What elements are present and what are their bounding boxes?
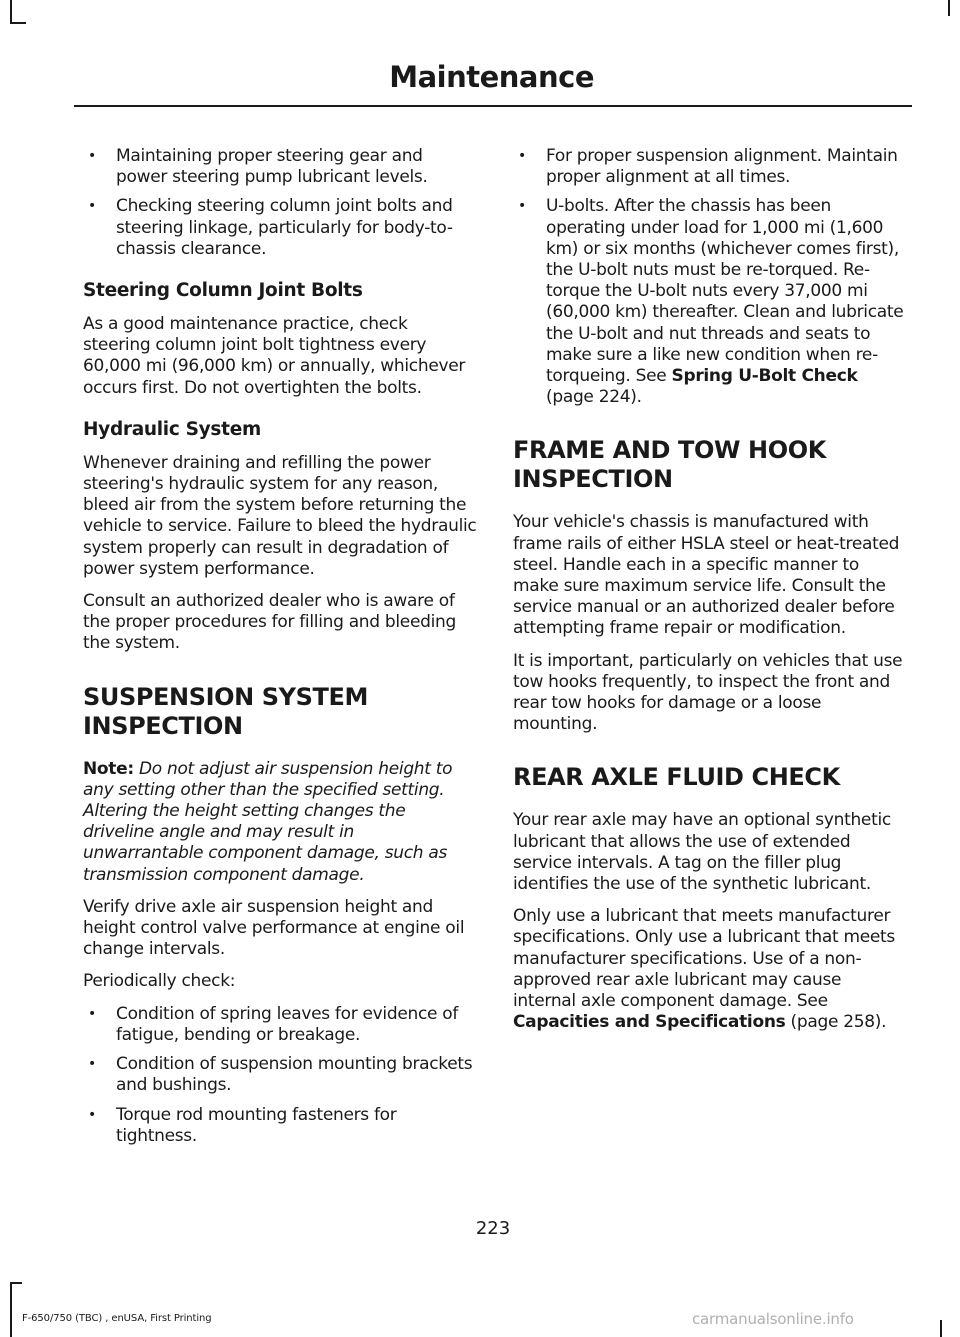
note-text: Do not adjust air suspension height to any setting other than the specified setting. Altering the height setting changes the driveline angle and may result in unwarrantable component damage, such as transmission component damage. [83,758,453,885]
section-title: Maintenance [389,60,594,94]
check-bullet-list [83,1004,478,1147]
frame-heading-line-2: INSPECTION [513,465,673,494]
header-rule [74,105,912,107]
list-item: • Maintaining proper steering gear and power steering pump lubricant levels. [83,146,478,188]
suspension-heading-line-1: SUSPENSION SYSTEM [83,682,368,711]
suspension-body: Verify drive axle air suspension height and height control valve performance at engine oil change intervals. [83,896,465,960]
axle-body-2 [513,906,908,1033]
frame-heading-line-1: FRAME AND TOW HOOK [513,436,826,465]
suspension-note [83,759,478,886]
axle-body-2-text: Only use a lubricant that meets manufacturer specifications. Only use a lubricant that meets manufacturer specifications. Use of a non-approved rear axle lubricant may cause internal axle component damage. See [513,906,895,1012]
steering-column-body: As a good maintenance practice, check steering column joint bolt tightness every 60,000 mi (96,000 km) or annually, whichever occurs first. Do not overtighten the bolts. [83,314,466,398]
periodically-check-intro: Periodically check: [83,971,236,992]
list-item [513,196,908,408]
right-column [513,146,908,1045]
axle-page-ref: (page 258). [785,1012,887,1033]
ubolt-page-ref: (page 224). [546,387,642,408]
note-label: Note: [83,758,134,779]
edition-footer: F-650/750 (TBC) , enUSA, First Printing [22,1313,212,1324]
hydraulic-heading: Hydraulic System [83,418,261,440]
axle-body-1: Your rear axle may have an optional synthetic lubricant that allows the use of extended service intervals. A tag on the filler plug identifies the use of the synthetic lubricant. [513,810,891,895]
left-column [83,146,478,1158]
crop-mark-bottom-left-h [10,1282,22,1284]
hydraulic-body-1: Whenever draining and refilling the power steering's hydraulic system for any reason, bleed air from the system before returning the vehicle to service. Failure to bleed the hydraulic system properly can result in degradation of power system performance. [83,452,477,579]
list-item: • Checking steering column joint bolts and steering linkage, particularly for body-to-chassis clearance. [83,196,478,260]
frame-heading [513,436,908,494]
frame-body-2: It is important, particularly on vehicles that use tow hooks frequently, to inspect the front and rear tow hooks for damage or a loose mounting. [513,650,903,735]
crop-mark-bottom-left-v [10,1282,12,1337]
spring-ubolt-check-link[interactable]: Spring U-Bolt Check [671,366,858,387]
page-number: 223 [475,1218,511,1239]
crop-mark-bottom-right [940,1320,942,1337]
alignment-bullet-list [513,146,908,408]
axle-heading: REAR AXLE FLUID CHECK [513,763,840,792]
crop-mark-top-left-h [10,22,26,24]
hydraulic-body-2: Consult an authorized dealer who is aware of the proper procedures for filling and bleeding the system. [83,591,456,654]
suspension-heading-line-2: INSPECTION [83,711,243,740]
capacities-specifications-link[interactable]: Capacities and Specifications [513,1012,786,1033]
crop-mark-top-right [948,0,950,16]
steering-column-heading: Steering Column Joint Bolts [83,280,363,302]
frame-body-1: Your vehicle's chassis is manufactured with frame rails of either HSLA steel or heat-treated steel. Handle each in a specific manner to make sure maximum service life. Consult the service manual or an authorized dealer before attempting frame repair or modification. [513,512,900,639]
intro-bullet-list [83,146,478,260]
list-item: • Condition of suspension mounting brackets and bushings. [83,1054,478,1096]
list-item: • For proper suspension alignment. Maintain proper alignment at all times. [513,146,908,188]
ubolt-text: U-bolts. After the chassis has been operating under load for 1,000 mi (1,600 km) or six months (whichever comes first), the U-bolt nuts must be re-torqued. Re-torque the U-bolt nuts every 37,000 mi (60,000 km) thereafter. Clean and lubricate the U-bolt and nut threads and seats to make sure a like new condition when re-torqueing. See [546,196,904,387]
list-item: • Torque rod mounting fasteners for tightness. [83,1105,478,1147]
list-item: • Condition of spring leaves for evidence of fatigue, bending or breakage. [83,1004,478,1046]
crop-mark-top-left-v [10,0,12,24]
watermark: carmanualsonline.info [692,1310,854,1328]
suspension-heading [83,683,478,741]
